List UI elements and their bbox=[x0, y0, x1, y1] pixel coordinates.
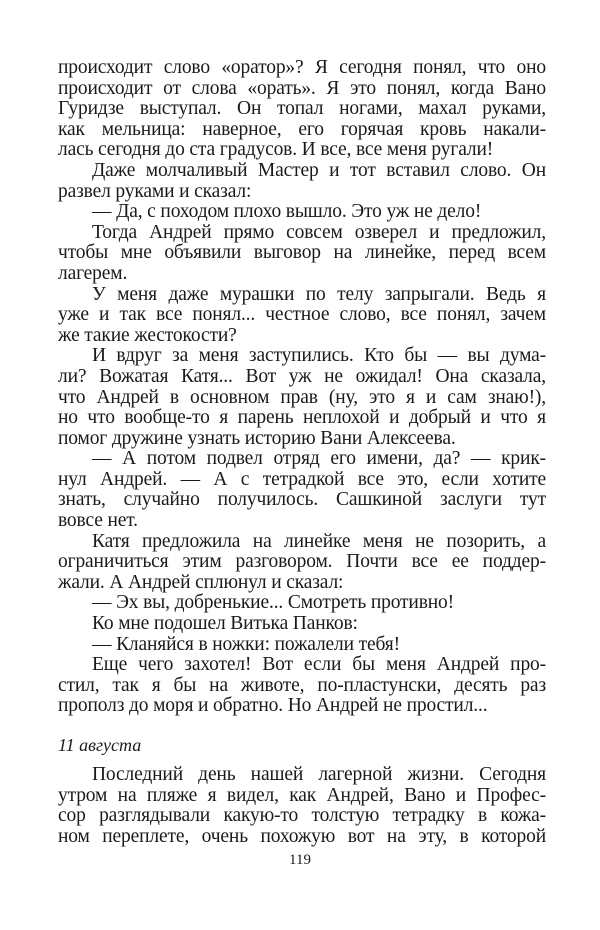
page-number: 119 bbox=[289, 852, 311, 868]
text-line: прополз до моря и обратно. Но Андрей не простил... bbox=[58, 695, 488, 717]
text-line: сор разглядывали какую-то толстую тетрадку в кожа- bbox=[58, 805, 546, 827]
text-line: чтобы мне объявили выговор на линейке, перед всем bbox=[58, 242, 546, 264]
text-line: — Кланяйся в ножки: пожалели тебя! bbox=[92, 633, 400, 655]
text-line: уже и так все понял... честное слово, все понял, зачем bbox=[58, 304, 546, 326]
book-page bbox=[58, 58, 546, 847]
text-line: — Эх вы, добренькие... Смотреть противно! bbox=[92, 592, 454, 614]
text-line: лагерем. bbox=[58, 262, 128, 284]
text-line: Еще чего захотел! Вот если бы меня Андрей про- bbox=[92, 654, 546, 676]
text-line: Тогда Андрей прямо совсем озверел и предложил, bbox=[92, 221, 546, 243]
text-line: жали. А Андрей сплюнул и сказал: bbox=[58, 571, 344, 593]
text-line: помог дружине узнать историю Вани Алексеева. bbox=[58, 427, 456, 449]
text-line: развел руками и сказал: bbox=[58, 180, 252, 202]
text-line: Катя предложила на линейке меня не позорить, а bbox=[92, 530, 546, 552]
text-line: ли? Вожатая Катя... Вот уж не ожидал! Она сказала, bbox=[58, 365, 546, 387]
text-line: же такие жестокости? bbox=[58, 324, 237, 346]
text-line: вовсе нет. bbox=[58, 510, 138, 532]
text-line: И вдруг за меня заступились. Кто бы — вы дума- bbox=[92, 345, 546, 367]
text-line: У меня даже мурашки по телу запрыгали. Ведь я bbox=[92, 283, 546, 305]
text-line: что Андрей в основном прав (ну, это я и сам знаю!), bbox=[58, 386, 546, 408]
text-block-next-entry bbox=[58, 765, 546, 847]
text-line: Ко мне подошел Витька Панков: bbox=[92, 613, 358, 635]
text-line: — А потом подвел отряд его имени, да? — крик- bbox=[92, 448, 546, 470]
text-line: знать, случайно получилось. Сашкиной заслуги тут bbox=[58, 489, 546, 511]
text-line: нул Андрей. — А с тетрадкой все это, если хотите bbox=[58, 468, 546, 490]
text-line: Даже молчаливый Мастер и тот вставил слово. Он bbox=[92, 159, 546, 181]
text-line: утром на пляже я видел, как Андрей, Вано и Профес- bbox=[58, 784, 546, 806]
text-line: но что вообще-то я парень неплохой и добрый и что я bbox=[58, 407, 546, 429]
text-line: — Да, с походом плохо вышло. Это уж не дело! bbox=[92, 201, 482, 223]
text-line: происходит от слова «орать». Я это понял, когда Вано bbox=[58, 77, 546, 99]
text-line: стил, так я бы на животе, по-пластунски, десять раз bbox=[58, 674, 546, 696]
text-line: происходит слово «оратор»? Я сегодня понял, что оно bbox=[58, 57, 546, 78]
text-line: Гуридзе выступал. Он топал ногами, махал руками, bbox=[58, 98, 546, 120]
text-line: лась сегодня до ста градусов. И все, все меня ругали! bbox=[58, 139, 494, 161]
text-line: ограничиться этим разговором. Почти все ее поддер- bbox=[58, 551, 546, 573]
text-line: как мельница: наверное, его горячая кровь накали- bbox=[58, 118, 546, 140]
text-line: ном переплете, очень похожую вот на эту, в которой bbox=[58, 825, 546, 847]
text-block-diary-entry bbox=[58, 58, 546, 717]
text-line: Последний день нашей лагерной жизни. Сегодня bbox=[92, 764, 546, 785]
diary-date-heading: 11 августа bbox=[58, 735, 142, 755]
